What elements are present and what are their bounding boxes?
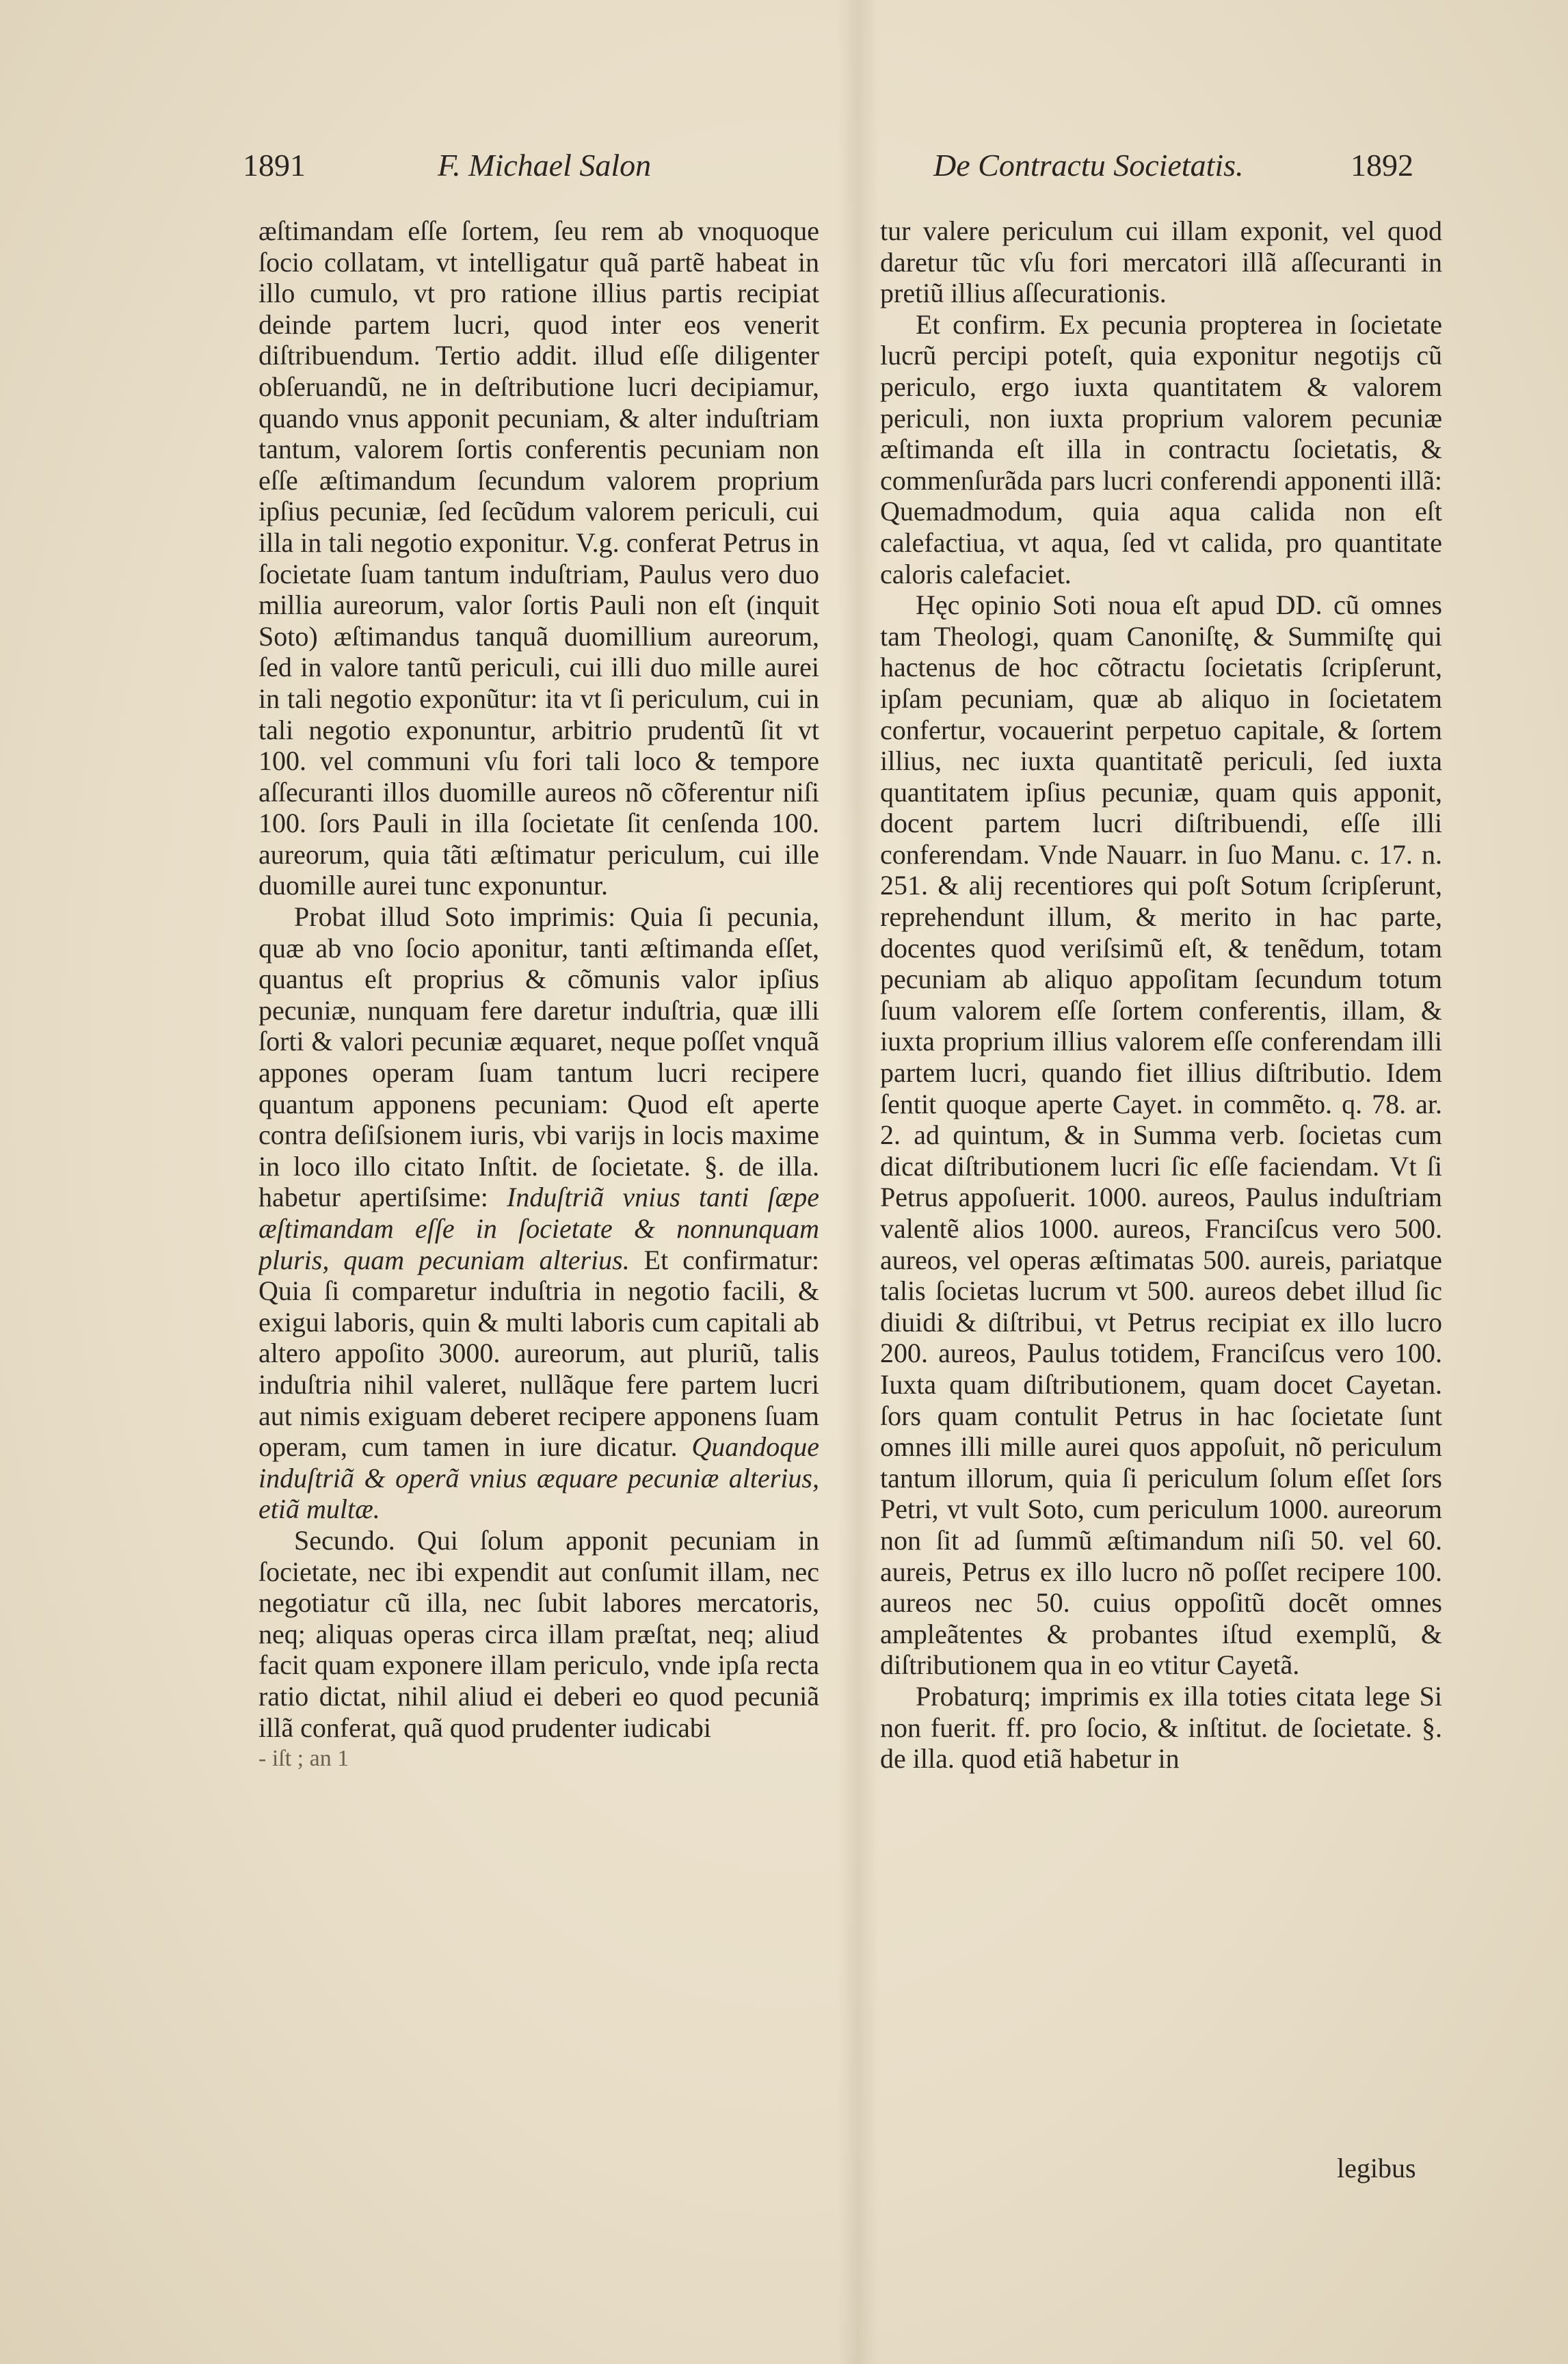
left-text-column [258, 215, 819, 2219]
paragraph: tur valere periculum cui illam exponit, vel quod daretur tũc vſu fori mercatori illã aſſecuranti in pretiũ illius aſſecurationis. [880, 215, 1442, 309]
paragraph: Secundo. Qui ſolum apponit pecuniam in ſocietate, nec ibi expendit aut conſumit illam, nec negotiatur cũ illa, nec ſubit labores mercatoris, neq; aliquas operas circa illam præſtat, neq; aliud facit quam exponere illam periculo, vnde ipſa recta ratio dictat, nihil aliud ei deberi eo quod pecuniã illã conferat, quã quod prudenter iudicabi [258, 1524, 819, 1743]
catchword: legibus [1337, 2153, 1416, 2183]
right-text-column [880, 215, 1442, 2219]
italic-quotation: Quandoque induſtriã & operã vnius æquare pecuniæ alterius, etiã multæ. [258, 1431, 819, 1525]
left-page-number: 1891 [243, 148, 306, 183]
right-running-title: De Contractu Societatis. [933, 148, 1244, 183]
right-page-number: 1892 [1351, 148, 1413, 183]
footer-marks: - iſt ; an 1 [258, 1746, 349, 1772]
left-running-title: F. Michael Salon [438, 148, 652, 183]
gutter-shadow [838, 0, 879, 2364]
paragraph-text: Et confirmatur: Quia ſi comparetur induſtria in negotio facili, & exigui laboris, quin & multi laboris cum capitali ab altero appoſito 3000. aureorum, aut pluriũ, talis induſtria nihil valeret, nullãque fere partem lucri aut nimis exiguam deberet recipere apponens ſuam operam, cum tamen in iure dicatur. [258, 1244, 819, 1463]
paragraph: Et confirm. Ex pecunia propterea in ſocietate lucrũ percipi poteſt, quia exponitur negotijs cũ periculo, ergo iuxta quantitatem & valorem periculi, non iuxta proprium valorem pecuniæ æſtimanda eſt illa in contractu ſocietatis, & commenſurãda pars lucri conferendi apponenti illã: Quemadmodum, quia aqua calida non eſt calefactiua, vt aqua, ſed vt calida, pro quantitate caloris calefaciet. [880, 308, 1442, 589]
running-header [0, 145, 1568, 200]
paragraph: æſtimandam eſſe ſortem, ſeu rem ab vnoquoque ſocio collatam, vt intelligatur quã partẽ habeat in illo cumulo, vt pro ratione illius partis recipiat deinde partem lucri, quod inter eos venerit diſtribuendum. Tertio addit. illud eſſe diligenter obſeruandũ, ne in deſtributione lucri decipiamur, quando vnus apponit pecuniam, & alter induſtriam tantum, valorem ſortis conferentis pecuniam non eſſe æſtimandum ſecundum valorem proprium ipſius pecuniæ, ſed ſecũdum valorem periculi, cui illa in tali negotio exponitur. V.g. conferat Petrus in ſocietate ſuam tantum induſtriam, Paulus vero duo millia aureorum, valor ſortis Pauli non eſt (inquit Soto) æſtimandus tanquã duomillium aureorum, ſed in valore tantũ periculi, cui illi duo mille aurei in tali negotio exponũtur: ita vt ſi periculum, cui in tali negotio exponuntur, arbitrio prudentũ ſit vt 100. vel communi vſu fori tali loco & tempore aſſecuranti illos duomille aureos nõ cõferentur niſi 100. ſors Pauli in illa ſocietate ſit cenſenda 100. aureorum, quia tãti æſtimatur periculum, cui ille duomille aurei tunc exponuntur. [258, 215, 819, 901]
italic-quotation: Induſtriã vnius tanti ſæpe æſtimandam eſſe in ſocietate & nonnunquam pluris, quam pecuniam alterius. [258, 1182, 819, 1275]
paragraph-text: Probat illud Soto imprimis: Quia ſi pecunia, quæ ab vno ſocio aponitur, tanti æſtimanda eſſet, quantus eſt proprius & cõmunis valor ipſius pecuniæ, nunquam fere daretur induſtria, quæ illi ſorti & valori pecuniæ æquaret, neque poſſet vnquã appones operam ſuam tantum lucri recipere quantum apponens pecuniam: Quod eſt aperte contra deſiſsionem iuris, vbi varijs in locis maxime in loco illo citato Inſtit. de ſocietate. §. de illa. habetur apertiſsime: [258, 901, 819, 1213]
paragraph: Hęc opinio Soti noua eſt apud DD. cũ omnes tam Theologi, quam Canoniſtę, & Summiſtę qui hactenus de hoc cõtractu ſocietatis ſcripſerunt, ipſam pecuniam, quæ ab aliquo in ſocietatem confertur, vocauerint perpetuo capitale, & ſortem illius, nec iuxta quantitatẽ periculi, ſed iuxta quantitatem ipſius pecuniæ, quam quis apponit, docent partem lucri diſtribuendi, eſſe illi conferendam. Vnde Nauarr. in ſuo Manu. c. 17. n. 251. & alij recentiores qui poſt Sotum ſcripſerunt, reprehendunt illum, & merito in hac parte, docentes quod veriſsimũ eſt, & tenẽdum, totam pecuniam ab aliquo appoſitam ſecundum totum ſuum valorem eſſe ſortem conferentis, illam, & iuxta proprium illius valorem eſſe conferendam illi partem lucri, quando fiet illius diſtributio. Idem ſentit quoque aperte Cayet. in commẽto. q. 78. ar. 2. ad quintum, & in Summa verb. ſocietas cum dicat diſtributionem lucri ſic eſſe faciendam. Vt ſi Petrus appoſuerit. 1000. aureos, Paulus induſtriam valentẽ alios 1000. aureos, Franciſcus vero 500. aureos, vel operas æſtimatas 500. aureis, pariatque talis ſocietas lucrum vt 500. aureos debet illud ſic diuidi & diſtribui, vt Petrus recipiat ex illo lucro 200. aureos, Paulus totidem, Franciſcus vero 100. Iuxta quam diſtributionem, quam docet Cayetan. ſors quam contulit Petrus in hac ſocietate ſunt omnes illi mille aurei quos appoſuit, nõ periculum tantum illorum, quia ſi periculum ſolum eſſet ſors Petri, vt vult Soto, cum periculum 1000. aureorum non ſit ad ſummũ æſtimandum niſi 50. vel 60. aureis, Petrus ex illo lucro nõ poſſet recipere 100. aureos nec 50. cuius oppoſitũ docẽt omnes ampleãtentes & probantes iſtud exemplũ, & diſtributionem qua in eo vtitur Cayetã. [880, 589, 1442, 1681]
paragraph [258, 901, 819, 1525]
paragraph: Probaturq; imprimis ex illa toties citata lege Si non fuerit. ff. pro ſocio, & inſtitut. de ſocietate. §. de illa. quod etiã habetur in [880, 1680, 1442, 1775]
